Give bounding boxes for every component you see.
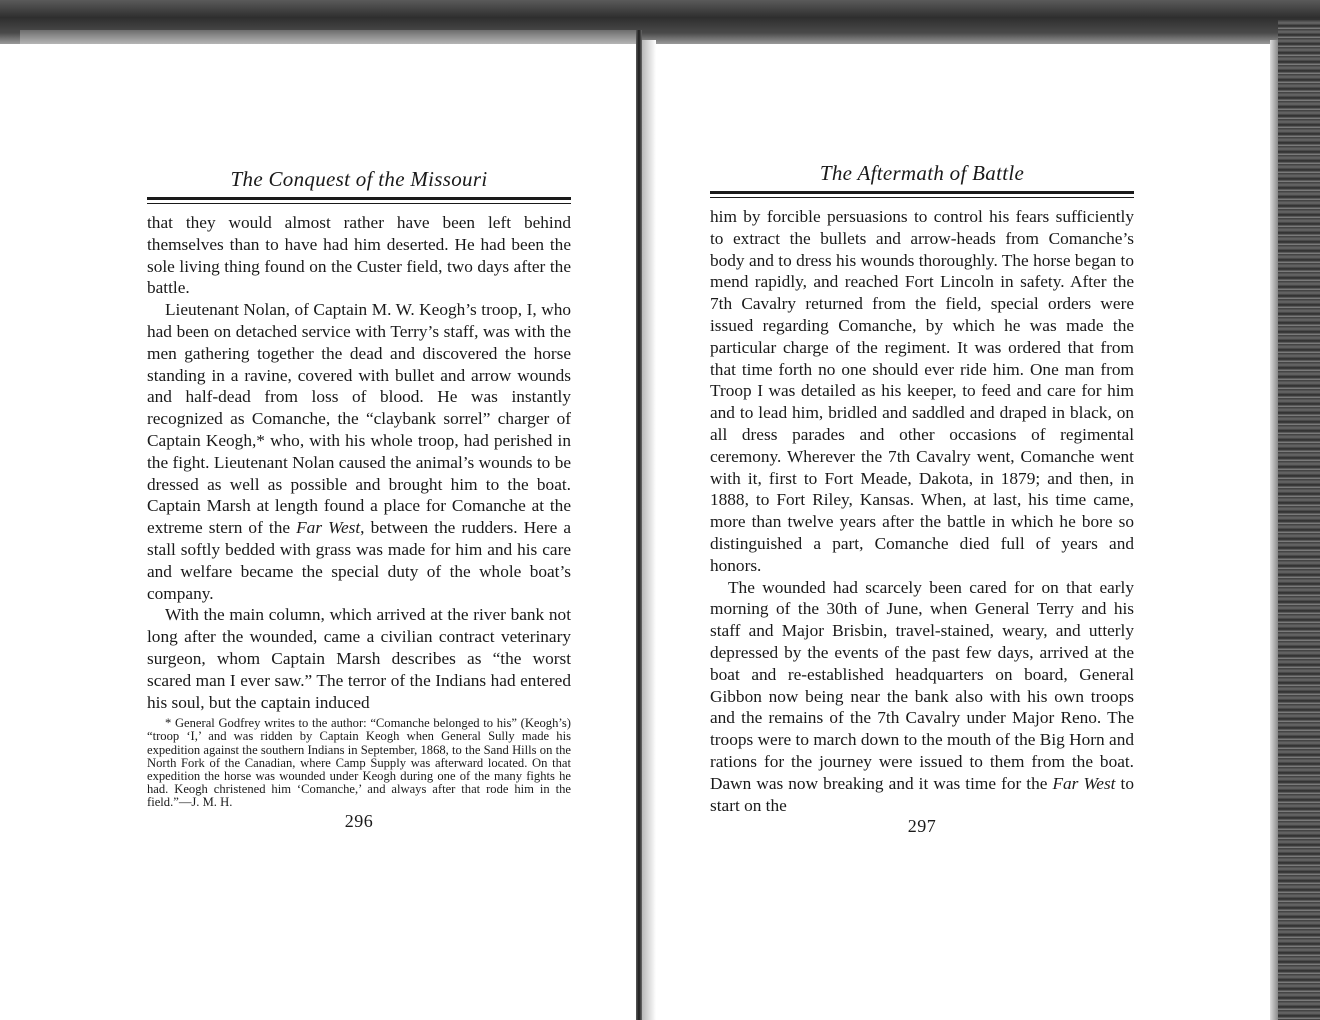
left-body-text	[147, 212, 571, 713]
scan-right-edge	[1278, 20, 1320, 1020]
left-head-rule-thick	[147, 197, 571, 200]
left-head-rule-thin	[147, 203, 571, 204]
right-paragraph-2-tail: to start on the	[710, 773, 1134, 815]
right-page-number: 297	[907, 816, 937, 837]
left-running-head: The Conquest of the Missouri	[230, 167, 488, 191]
left-paragraph-3: With the main column, which arrived at the river bank not long after the wounded, came a civilian contract veterinary surgeon, whom Captain Marsh describes as “the worst scared man I ever saw.” The terror of the Indians had entered his soul, but the captain induced	[147, 605, 571, 712]
scan-right-edge-shadow	[1270, 40, 1278, 1020]
left-ship-name: Far West	[296, 518, 361, 538]
scan-top-sheet-edge	[20, 30, 640, 44]
right-body-text	[710, 206, 1134, 816]
scan-margin-left	[0, 0, 20, 1020]
left-paragraph-2-tail: , between the rudders. Here a stall softly bedded with grass was made for him and his care and welfare became the special duty of the whole boat’s company.	[147, 518, 572, 603]
right-running-head: The Aftermath of Battle	[819, 161, 1025, 185]
left-page	[147, 166, 571, 832]
right-ship-name: Far West	[1052, 773, 1116, 793]
left-paragraph-2-text: Lieutenant Nolan, of Captain M. W. Keogh’s troop, I, who had been on detached service with Terry’s staff, was with the men gathering together the dead and discovered the horse standing in a ravine, covered with bullet and arrow wounds and half-dead from loss of blood. He was instantly recognized as Comanche, the “claybank sorrel” charger of Captain Keogh,* who, with his whole troop, had perished in the fight. Lieutenant Nolan caused the animal’s wounds to be dressed as well as possible and brought him to the boat. Captain Marsh at length found a place for Comanche at the extreme stern of the	[147, 300, 571, 538]
left-footnote	[147, 717, 571, 809]
right-page	[710, 160, 1134, 837]
right-paragraph-1: him by forcible persuasions to control his fears sufficiently to extract the bullets and arrow-heads from Comanche’s body and to dress his wounds thoroughly. The horse began to mend rapidly, and reached Fort Lincoln in safety. After the 7th Cavalry returned from the field, special orders were issued regarding Comanche, by which he was made the particular charge of the regiment. It was ordered that from that time forth no one should ever ride him. One man from Troop I was detailed as his keeper, to feed and care for him and to lead him, bridled and saddled and draped in black, on all dress parades and other occasions of regimental ceremony. Wherever the 7th Cavalry went, Comanche went with it, first to Fort Meade, Dakota, in 1879; and then, in 1888, to Fort Riley, Kansas. When, at last, his time came, more than twelve years after the battle in which he bore so distinguished a part, Comanche died full of years and honors.	[710, 207, 1134, 575]
footnote-text: * General Godfrey writes to the author: “Comanche belonged to his” (Keogh’s) “troop ‘I,’ and was ridden by Captain Keogh when General Sully made his expedition against the southern Indians in September, 1868, to the Sand Hills on the North Fork of the Canadian, where Camp Supply was afterward located. On that expedition the horse was wounded under Keogh during one of the many fights he had. Keogh christened him ‘Comanche,’ and always after that rode him in the field.”—J. M. H.	[147, 716, 571, 809]
right-paragraph-2-text: The wounded had scarcely been cared for on that early morning of the 30th of June, when General Terry and his staff and Major Brisbin, travel-stained, weary, and utterly depressed by the events of the past few days, arrived at the boat and re-established headquarters on board, General Gibbon now being near the bank also with his own troops and the remains of the 7th Cavalry under Major Reno. The troops were to march down to the mouth of the Big Horn and rations for the journey were issued to them from the boat. Dawn was now breaking and it was time for the	[710, 577, 1134, 793]
right-head-rule-thick	[710, 191, 1134, 194]
left-page-number: 296	[344, 810, 374, 831]
book-gutter-shadow	[642, 40, 656, 1020]
right-head-rule-thin	[710, 197, 1134, 198]
left-paragraph-2	[147, 299, 571, 604]
left-paragraph-1: that they would almost rather have been left behind themselves than to have had him deserted. He had been the sole living thing found on the Custer field, two days after the battle.	[147, 213, 571, 298]
right-paragraph-2	[710, 577, 1134, 817]
